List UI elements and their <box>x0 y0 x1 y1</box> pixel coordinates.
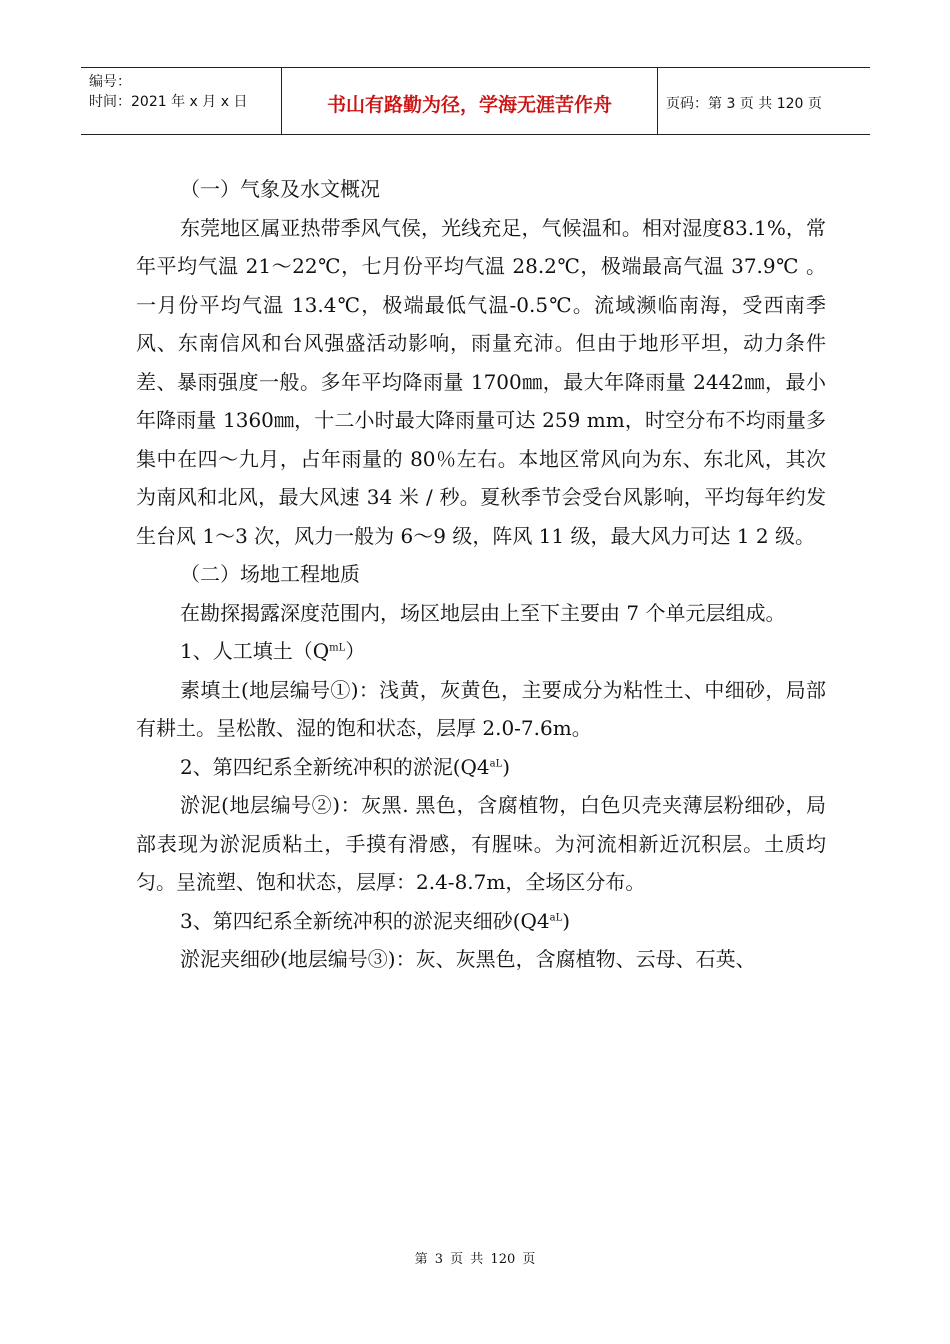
header-meta <box>81 68 282 134</box>
paragraph-meteorology: 东莞地区属亚热带季风气侯，光线充足，气候温和。相对湿度83.1%，常年平均气温 21～22℃，七月份平均气温 28.2℃，极端最高气温 37.9℃ 。一月份平均气温 13.4℃，极端最低气温-0.5℃。流域濒临南海，受西南季风、东南信风和台风强盛活动影响，雨量充沛。但由于地形平坦，动力条件差、暴雨强度一般。多年平均降雨量 1700㎜，最大年降雨量 2442㎜，最小年降雨量 1360㎜，十二小时最大降雨量可达 259 mm，时空分布不均雨量多集中在四～九月，占年雨量的 80％左右。本地区常风向为东、东北风，其次为南风和北风，最大风速 34 米 / 秒。夏秋季节会受台风影响，平均每年约发生台风 1～3 次，风力一般为 6～9 级，阵风 11 级，最大风力可达 1 2 级。 <box>136 215 826 548</box>
layer-heading-2-close: ) <box>502 754 511 779</box>
layer-heading-3 <box>136 902 826 941</box>
layer-heading-3-text: 3、第四纪系全新统冲积的淤泥夹细砂(Q4 <box>180 908 550 933</box>
layer-heading-1-close: ） <box>345 639 366 663</box>
section-heading-geology: （二）场地工程地质 <box>180 562 360 586</box>
paragraph-layer-3: 淤泥夹细砂(地层编号③)：灰、灰黑色，含腐植物、云母、石英、 <box>180 947 756 971</box>
layer-heading-1-text: 1、人工填土（Q <box>180 639 330 663</box>
layer-heading-2 <box>136 748 826 787</box>
document-body <box>136 170 826 979</box>
header-page-info: 页码：第 3 页 共 120 页 <box>666 96 822 112</box>
document-time-label: 时间：2021 年 x 月 x 日 <box>89 94 248 110</box>
paragraph-layer-1: 素填土(地层编号①)：浅黄，灰黄色，主要成分为粘性土、中细砂，局部有耕土。呈松散、湿的饱和状态，层厚 2.0-7.6m。 <box>136 677 826 740</box>
paragraph-layer-2: 淤泥(地层编号②)：灰黑. 黑色，含腐植物，白色贝壳夹薄层粉细砂，局部表现为淤泥质粘土，手摸有滑感，有腥味。为河流相新近沉积层。土质均匀。呈流塑、饱和状态，层厚：2.4-8.7m，全场区分布。 <box>136 793 826 894</box>
layer-heading-1 <box>136 632 826 671</box>
layer-heading-3-close: ) <box>562 908 571 933</box>
paragraph-geology-intro: 在勘探揭露深度范围内，场区地层由上至下主要由 7 个单元层组成。 <box>180 600 786 625</box>
layer-heading-2-text: 2、第四纪系全新统冲积的淤泥(Q4 <box>180 754 490 779</box>
section-heading-meteorology: （一）气象及水文概况 <box>180 177 380 201</box>
page-footer: 第 3 页 共 120 页 <box>414 1252 536 1267</box>
page-header <box>81 67 870 135</box>
layer-heading-1-sup: mL <box>329 642 346 654</box>
layer-heading-3-sup: aL <box>549 911 563 923</box>
header-motto: 书山有路勤为径，学海无涯苦作舟 <box>282 68 658 134</box>
document-number-label: 编号： <box>89 74 131 90</box>
layer-heading-2-sup: aL <box>489 757 503 769</box>
